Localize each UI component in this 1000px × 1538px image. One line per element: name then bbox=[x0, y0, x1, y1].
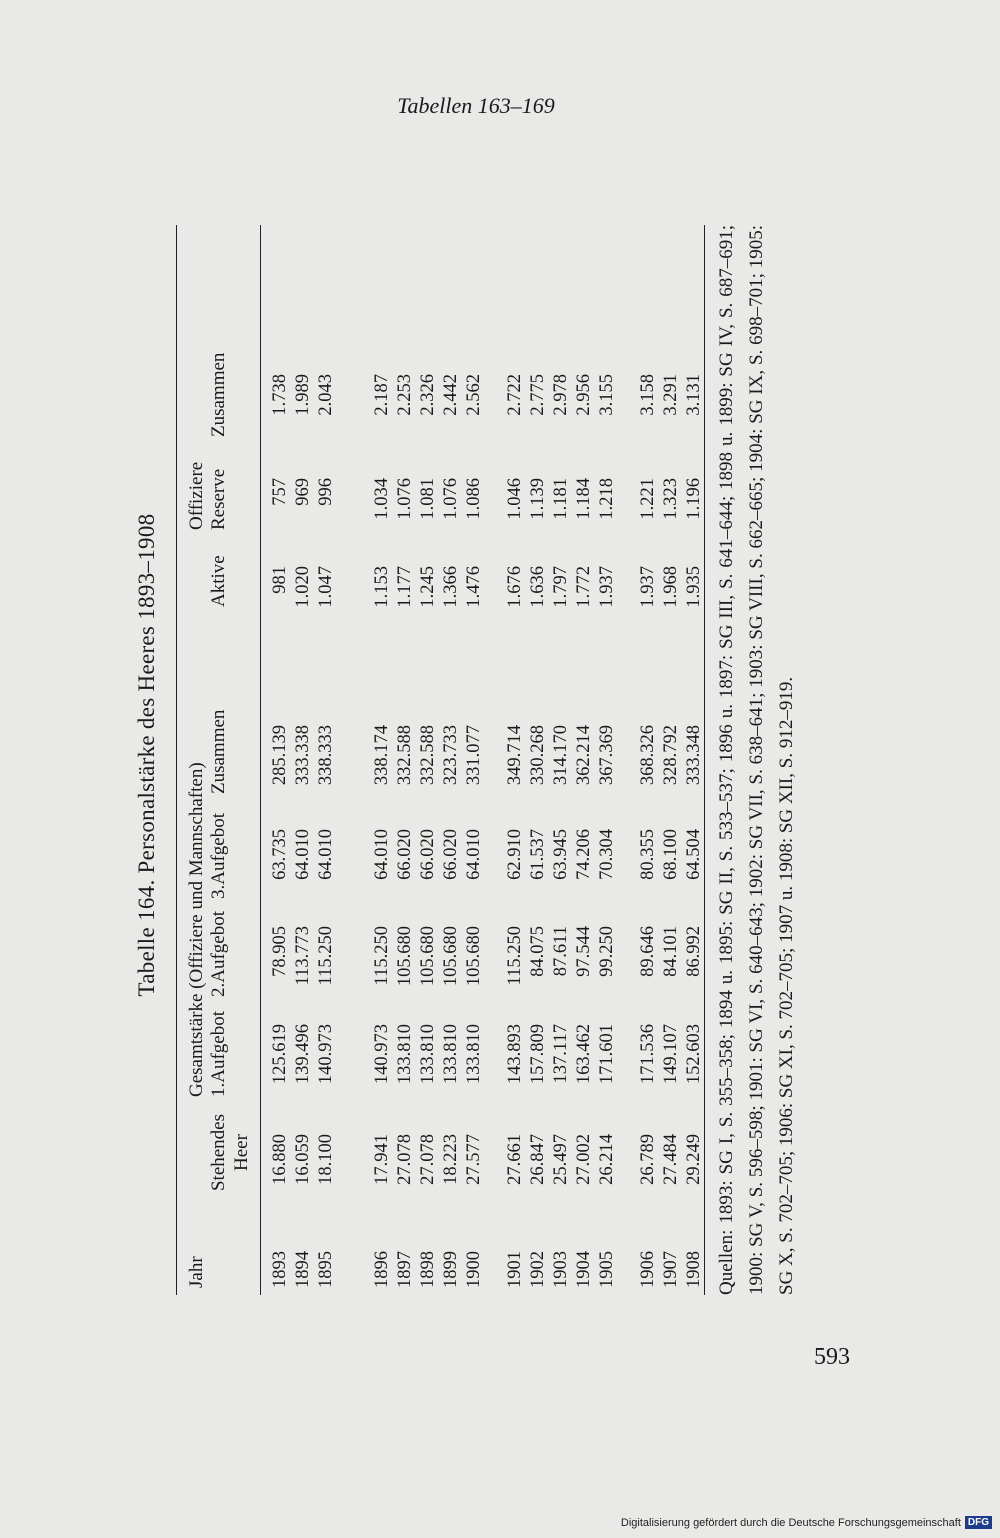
header-aktive: Aktive bbox=[208, 555, 229, 607]
cell-aufgebot-1: 139.496 bbox=[293, 1024, 313, 1085]
cell-zusammen-offiziere: 2.326 bbox=[418, 374, 438, 416]
cell-reserve: 1.076 bbox=[441, 478, 461, 520]
digitization-credit bbox=[621, 1516, 992, 1529]
cell-jahr: 1905 bbox=[597, 1251, 617, 1288]
cell-aufgebot-2: 99.250 bbox=[597, 926, 617, 977]
cell-jahr: 1903 bbox=[551, 1251, 571, 1288]
page-number: 593 bbox=[814, 1344, 850, 1370]
cell-zusammen-offiziere: 1.989 bbox=[293, 374, 313, 416]
cell-reserve: 1.081 bbox=[418, 478, 438, 520]
cell-aufgebot-3: 62.910 bbox=[505, 829, 525, 880]
cell-stehendes-heer: 27.078 bbox=[395, 1134, 415, 1185]
header-gesamt-group: Gesamtstärke (Offiziere und Mannschaften) bbox=[186, 762, 207, 1097]
cell-aufgebot-1: 152.603 bbox=[684, 1024, 704, 1085]
cell-aufgebot-1: 133.810 bbox=[464, 1024, 484, 1085]
cell-reserve: 1.323 bbox=[661, 478, 681, 520]
cell-aufgebot-2: 86.992 bbox=[684, 926, 704, 977]
cell-aufgebot-1: 157.809 bbox=[528, 1024, 548, 1085]
cell-aufgebot-1: 143.893 bbox=[505, 1024, 525, 1085]
header-aufgebot-3: 3.Aufgebot bbox=[208, 812, 229, 899]
cell-zusammen: 332.588 bbox=[418, 725, 438, 786]
cell-aufgebot-2: 113.773 bbox=[293, 926, 313, 986]
cell-zusammen: 338.333 bbox=[316, 725, 336, 786]
cell-reserve: 1.139 bbox=[528, 478, 548, 520]
cell-reserve: 969 bbox=[293, 478, 313, 506]
credit-text: Digitalisierung gefördert durch die Deutsche Forschungsgemeinschaft bbox=[620, 1516, 961, 1529]
cell-jahr: 1895 bbox=[316, 1251, 336, 1288]
cell-aktive: 1.177 bbox=[395, 566, 415, 608]
cell-zusammen: 333.348 bbox=[684, 725, 704, 786]
header-rule bbox=[260, 225, 261, 1295]
cell-aufgebot-2: 105.680 bbox=[441, 926, 461, 987]
cell-aktive: 1.937 bbox=[597, 566, 617, 608]
cell-stehendes-heer: 16.880 bbox=[270, 1134, 290, 1185]
cell-reserve: 1.086 bbox=[464, 478, 484, 520]
cell-zusammen: 368.326 bbox=[638, 725, 658, 786]
bottom-rule bbox=[704, 225, 705, 1295]
table-title: Tabelle 164. Personalstärke des Heeres 1893–1908 bbox=[134, 513, 159, 997]
dfg-logo: DFG bbox=[965, 1516, 992, 1529]
cell-aktive: 1.636 bbox=[528, 566, 548, 608]
cell-zusammen-offiziere: 1.738 bbox=[270, 374, 290, 416]
cell-aufgebot-2: 105.680 bbox=[418, 926, 438, 987]
cell-zusammen-offiziere: 3.158 bbox=[638, 374, 658, 416]
cell-aufgebot-3: 64.010 bbox=[464, 829, 484, 880]
header-offiziere-group: Offiziere bbox=[186, 461, 207, 530]
cell-zusammen-offiziere: 2.978 bbox=[551, 374, 571, 416]
header-aufgebot-2: 2.Aufgebot bbox=[208, 910, 229, 997]
cell-aktive: 1.676 bbox=[505, 566, 525, 608]
header-zusammen: Zusammen bbox=[208, 709, 229, 794]
cell-aufgebot-1: 149.107 bbox=[661, 1024, 681, 1085]
header-zusammen-offiziere: Zusammen bbox=[208, 352, 229, 437]
cell-reserve: 1.218 bbox=[597, 478, 617, 520]
cell-zusammen: 330.268 bbox=[528, 725, 548, 786]
header-jahr: Jahr bbox=[186, 1256, 207, 1288]
cell-jahr: 1906 bbox=[638, 1251, 658, 1288]
cell-jahr: 1893 bbox=[270, 1251, 290, 1288]
cell-zusammen: 323.733 bbox=[441, 725, 461, 786]
cell-aktive: 1.047 bbox=[316, 566, 336, 608]
cell-aktive: 1.937 bbox=[638, 566, 658, 608]
cell-aktive: 1.476 bbox=[464, 566, 484, 608]
cell-stehendes-heer: 26.847 bbox=[528, 1134, 548, 1185]
cell-zusammen: 333.338 bbox=[293, 725, 313, 786]
cell-aufgebot-1: 133.810 bbox=[441, 1024, 461, 1085]
cell-jahr: 1894 bbox=[293, 1251, 313, 1288]
cell-reserve: 757 bbox=[270, 478, 290, 506]
cell-zusammen: 338.174 bbox=[372, 725, 392, 786]
cell-aufgebot-3: 66.020 bbox=[418, 829, 438, 880]
cell-aufgebot-3: 80.355 bbox=[638, 829, 658, 880]
cell-reserve: 1.221 bbox=[638, 478, 658, 520]
cell-reserve: 996 bbox=[316, 478, 336, 506]
cell-zusammen: 362.214 bbox=[574, 725, 594, 786]
cell-aktive: 1.153 bbox=[372, 566, 392, 608]
cell-reserve: 1.184 bbox=[574, 478, 594, 520]
cell-stehendes-heer: 27.002 bbox=[574, 1134, 594, 1185]
cell-reserve: 1.076 bbox=[395, 478, 415, 520]
cell-zusammen: 328.792 bbox=[661, 725, 681, 786]
cell-stehendes-heer: 25.497 bbox=[551, 1134, 571, 1185]
cell-zusammen: 331.077 bbox=[464, 725, 484, 786]
header-reserve: Reserve bbox=[208, 468, 229, 530]
cell-aufgebot-2: 89.646 bbox=[638, 926, 658, 977]
cell-aufgebot-2: 78.905 bbox=[270, 926, 290, 977]
cell-zusammen-offiziere: 2.043 bbox=[316, 374, 336, 416]
cell-reserve: 1.181 bbox=[551, 478, 571, 520]
cell-aufgebot-3: 63.735 bbox=[270, 829, 290, 880]
cell-stehendes-heer: 26.214 bbox=[597, 1134, 617, 1185]
cell-zusammen-offiziere: 2.722 bbox=[505, 374, 525, 416]
cell-zusammen-offiziere: 2.956 bbox=[574, 374, 594, 416]
cell-aufgebot-2: 115.250 bbox=[372, 926, 392, 986]
cell-zusammen-offiziere: 3.155 bbox=[597, 374, 617, 416]
header-aufgebot-1: 1.Aufgebot bbox=[208, 1010, 229, 1097]
cell-aufgebot-1: 133.810 bbox=[395, 1024, 415, 1085]
cell-aktive: 1.366 bbox=[441, 566, 461, 608]
cell-jahr: 1902 bbox=[528, 1251, 548, 1288]
cell-zusammen-offiziere: 3.291 bbox=[661, 374, 681, 416]
cell-aufgebot-1: 133.810 bbox=[418, 1024, 438, 1085]
cell-aufgebot-3: 74.206 bbox=[574, 829, 594, 880]
cell-zusammen-offiziere: 3.131 bbox=[684, 374, 704, 416]
cell-zusammen: 367.369 bbox=[597, 725, 617, 786]
cell-reserve: 1.034 bbox=[372, 478, 392, 520]
cell-aufgebot-1: 125.619 bbox=[270, 1024, 290, 1085]
cell-aktive: 981 bbox=[270, 566, 290, 594]
cell-aufgebot-1: 140.973 bbox=[372, 1024, 392, 1085]
cell-aktive: 1.020 bbox=[293, 566, 313, 608]
cell-zusammen: 285.139 bbox=[270, 725, 290, 786]
cell-jahr: 1901 bbox=[505, 1251, 525, 1288]
cell-aufgebot-1: 171.536 bbox=[638, 1024, 658, 1085]
cell-aufgebot-2: 115.250 bbox=[316, 926, 336, 986]
cell-aufgebot-2: 105.680 bbox=[464, 926, 484, 987]
cell-zusammen-offiziere: 2.562 bbox=[464, 374, 484, 416]
cell-jahr: 1897 bbox=[395, 1251, 415, 1288]
cell-stehendes-heer: 27.484 bbox=[661, 1134, 681, 1185]
cell-aufgebot-3: 64.504 bbox=[684, 829, 704, 880]
cell-aufgebot-3: 70.304 bbox=[597, 829, 617, 880]
cell-stehendes-heer: 26.789 bbox=[638, 1134, 658, 1185]
cell-aufgebot-3: 61.537 bbox=[528, 829, 548, 880]
cell-zusammen: 314.170 bbox=[551, 725, 571, 786]
cell-reserve: 1.046 bbox=[505, 478, 525, 520]
cell-aktive: 1.772 bbox=[574, 566, 594, 608]
cell-aufgebot-1: 140.973 bbox=[316, 1024, 336, 1085]
cell-zusammen-offiziere: 2.442 bbox=[441, 374, 461, 416]
cell-aufgebot-3: 66.020 bbox=[441, 829, 461, 880]
cell-zusammen: 349.714 bbox=[505, 725, 525, 786]
cell-jahr: 1899 bbox=[441, 1251, 461, 1288]
cell-aufgebot-2: 84.101 bbox=[661, 926, 681, 977]
cell-jahr: 1900 bbox=[464, 1251, 484, 1288]
cell-jahr: 1898 bbox=[418, 1251, 438, 1288]
cell-aufgebot-3: 66.020 bbox=[395, 829, 415, 880]
cell-aktive: 1.245 bbox=[418, 566, 438, 608]
cell-stehendes-heer: 18.223 bbox=[441, 1134, 461, 1185]
cell-aufgebot-2: 87.611 bbox=[551, 926, 571, 977]
header-stehendes-heer: Stehendes Heer bbox=[208, 1113, 252, 1192]
cell-aufgebot-3: 64.010 bbox=[316, 829, 336, 880]
cell-aufgebot-2: 97.544 bbox=[574, 926, 594, 977]
cell-aufgebot-1: 171.601 bbox=[597, 1024, 617, 1085]
cell-aufgebot-1: 137.117 bbox=[551, 1024, 571, 1084]
cell-stehendes-heer: 27.661 bbox=[505, 1134, 525, 1185]
cell-aufgebot-1: 163.462 bbox=[574, 1024, 594, 1085]
cell-stehendes-heer: 29.249 bbox=[684, 1134, 704, 1185]
cell-aufgebot-2: 105.680 bbox=[395, 926, 415, 987]
cell-stehendes-heer: 17.941 bbox=[372, 1134, 392, 1185]
cell-jahr: 1908 bbox=[684, 1251, 704, 1288]
cell-jahr: 1907 bbox=[661, 1251, 681, 1288]
cell-reserve: 1.196 bbox=[684, 478, 704, 520]
cell-stehendes-heer: 16.059 bbox=[293, 1134, 313, 1185]
cell-aufgebot-3: 64.010 bbox=[293, 829, 313, 880]
top-rule bbox=[176, 225, 177, 1295]
rotated-table-block bbox=[130, 220, 810, 1300]
cell-jahr: 1896 bbox=[372, 1251, 392, 1288]
cell-zusammen-offiziere: 2.187 bbox=[372, 374, 392, 416]
cell-stehendes-heer: 27.078 bbox=[418, 1134, 438, 1185]
cell-aufgebot-3: 68.100 bbox=[661, 829, 681, 880]
cell-aktive: 1.797 bbox=[551, 566, 571, 608]
source-note: Quellen: 1893: SG I, S. 355–358; 1894 u. 1895: SG II, S. 533–537; 1896 u. 1897: SG III, S. 641–644; 1898 u. 1899: SG IV, S. 687–691; 1900: SG V, S. 596–598; 1901: SG VI, S. 640–643; 1902: SG VII, S. 638–641; 1903: SG VIII, S. 662–665; 1904: SG IX, S. 698–701; 1905: SG X, S. 702–705; 1906: SG XI, S. 702–705; 1907 u. 1908: SG XII, S. 912–919. bbox=[716, 225, 797, 1295]
running-head: Tabellen 163–169 bbox=[397, 93, 555, 118]
cell-stehendes-heer: 27.577 bbox=[464, 1134, 484, 1185]
cell-jahr: 1904 bbox=[574, 1251, 594, 1288]
cell-aktive: 1.935 bbox=[684, 566, 704, 608]
cell-zusammen-offiziere: 2.253 bbox=[395, 374, 415, 416]
cell-aufgebot-3: 63.945 bbox=[551, 829, 571, 880]
cell-aufgebot-3: 64.010 bbox=[372, 829, 392, 880]
cell-stehendes-heer: 18.100 bbox=[316, 1134, 336, 1185]
cell-aufgebot-2: 84.075 bbox=[528, 926, 548, 977]
cell-aktive: 1.968 bbox=[661, 566, 681, 608]
cell-zusammen-offiziere: 2.775 bbox=[528, 374, 548, 416]
cell-zusammen: 332.588 bbox=[395, 725, 415, 786]
cell-aufgebot-2: 115.250 bbox=[505, 926, 525, 986]
